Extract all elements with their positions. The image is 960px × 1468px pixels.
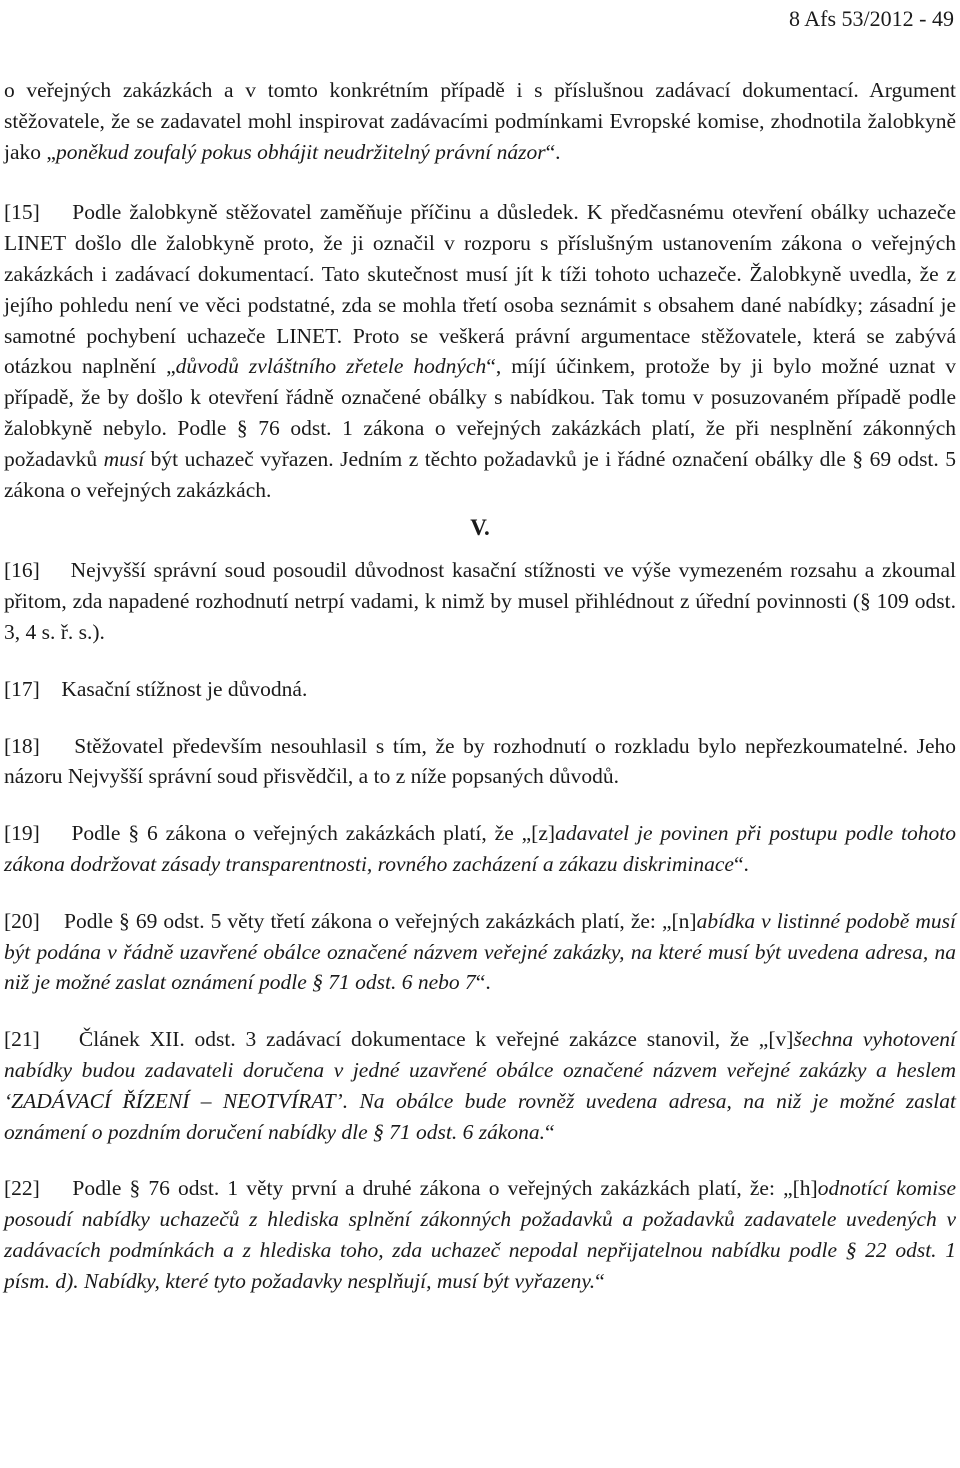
paragraph-18 xyxy=(4,731,956,793)
p20-text-end: “. xyxy=(475,970,491,995)
p14-quote: poněkud zoufalý pokus obhájit neudržitelný právní názor xyxy=(55,139,546,164)
paragraph-number: [20] xyxy=(4,908,40,933)
paragraph-15 xyxy=(4,197,956,505)
p15-text-b: “, míjí účinkem, protože by ji bylo možné uznat v případě, že by došlo k otevření řádně označené obálky s nabídkou. Tak tomu v posuzovaném případě podle žalobkyně nebylo. Podle § 76 odst. 1 zákona o veřejných zakázkách platí, že při nesplnění zákonných požadavků xyxy=(4,354,956,471)
case-number-header: 8 Afs 53/2012 - 49 xyxy=(789,6,954,31)
p21-quote: šechna vyhotovení nabídky budou zadavateli doručena v jedné uzavřené obálce označené názvem veřejné zakázky a heslem ‘ZADÁVACÍ ŘÍZENÍ – NEOTVÍRAT’. Na obálce bude rovněž uvedena adresa, na niž je možné zaslat oznámení o pozdním doručení nabídky dle § 71 odst. 6 zákona. xyxy=(4,1027,957,1144)
paragraph-16 xyxy=(4,555,956,647)
p22-text-end: “ xyxy=(595,1268,605,1293)
p19-text-end: “. xyxy=(733,851,749,876)
p20-quote: abídka v listinné podobě musí být podána v řádně uzavřené obálce označené názvem veřejné zakázky, na které musí být uvedena adresa, na niž je možné zaslat oznámení podle § 71 odst. 6 nebo 7 xyxy=(4,908,957,995)
document-body xyxy=(4,75,956,1297)
paragraph-17 xyxy=(4,674,956,705)
p22-quote: odnotící komise posoudí nabídky uchazečů z hlediska splnění zákonných požadavků a požadavků zadavatele uvedených v zadávacích podmínkách a z hlediska toho, zda uchazeč nepodal nepřijatelnou nabídku podle § 22 odst. 1 písm. d). Nabídky, které tyto požadavky nesplňují, musí být vyřazeny. xyxy=(4,1176,957,1293)
section-heading-v: V. xyxy=(470,515,490,541)
paragraph-number: [21] xyxy=(4,1027,40,1052)
p19-text: Podle § 6 zákona o veřejných zakázkách platí, že „[z] xyxy=(71,821,556,846)
paragraph-22 xyxy=(4,1173,956,1296)
paragraph-21 xyxy=(4,1024,956,1147)
p22-text: Podle § 76 odst. 1 věty první a druhé zákona o veřejných zakázkách platí, že: „[h] xyxy=(72,1176,818,1201)
p19-quote: adavatel je povinen při postupu podle tohoto zákona dodržovat zásady transparentnosti, rovného zacházení a zákazu diskriminace xyxy=(4,821,956,876)
paragraph-number: [18] xyxy=(4,733,40,758)
paragraph-number: [22] xyxy=(4,1176,40,1201)
p15-quote: důvodů zvláštního zřetele hodných xyxy=(175,354,487,379)
p20-text: Podle § 69 odst. 5 věty třetí zákona o veřejných zakázkách platí, že: „[n] xyxy=(64,908,697,933)
paragraph-number: [16] xyxy=(4,558,40,583)
paragraph-19 xyxy=(4,818,956,880)
paragraph-number: [15] xyxy=(4,200,40,225)
p14-text-a: o veřejných zakázkách a v tomto konkrétním případě i s příslušnou zadávací dokumentací. Argument stěžovatele, že se zadavatel mohl inspirovat zadávacími podmínkami Evropské komise, zhodnotila žalobkyně jako „ xyxy=(4,78,956,164)
p15-text-c: být uchazeč vyřazen. Jedním z těchto požadavků je i řádné označení obálky dle § 69 odst. 5 zákona o veřejných zakázkách. xyxy=(4,446,956,502)
p16-text: Nejvyšší správní soud posoudil důvodnost kasační stížnosti ve výše vymezeném rozsahu a zkoumal přitom, zda napadené rozhodnutí netrpí vadami, k nimž by musel přihlédnout z úřední povinnosti (§ 109 odst. 3, 4 s. ř. s.). xyxy=(4,558,957,644)
paragraph-14-continuation xyxy=(4,75,956,167)
p15-emphasis: musí xyxy=(103,446,145,471)
p14-text-b: “. xyxy=(545,139,561,164)
paragraph-20 xyxy=(4,906,956,998)
paragraph-number: [17] xyxy=(4,676,40,701)
paragraph-number: [19] xyxy=(4,821,40,846)
p18-text: Stěžovatel především nesouhlasil s tím, že by rozhodnutí o rozkladu bylo nepřezkoumatelné. Jeho názoru Nejvyšší správní soud přisvědčil, a to z níže popsaných důvodů. xyxy=(4,733,956,789)
p17-text: Kasační stížnost je důvodná. xyxy=(61,676,308,701)
p21-text: Článek XII. odst. 3 zadávací dokumentace k veřejné zakázce stanovil, že „[v] xyxy=(78,1027,794,1052)
p21-text-end: “ xyxy=(545,1119,555,1144)
p15-text: Podle žalobkyně stěžovatel zaměňuje příčinu a důsledek. K předčasnému otevření obálky uchazeče LINET došlo dle žalobkyně proto, že ji označil v rozporu s příslušným ustanovením zákona o veřejných zakázkách i zadávací dokumentací. Tato skutečnost musí jít k tíži tohoto uchazeče. Žalobkyně uvedla, že z jejího pohledu není ve věci podstatné, zda se mohla třetí osoba seznámit s obsahem dané nabídky; zásadní je samotné pochybení uchazeče LINET. Proto se veškerá právní argumentace stěžovatele, která se zabývá otázkou naplnění „ xyxy=(4,200,957,379)
